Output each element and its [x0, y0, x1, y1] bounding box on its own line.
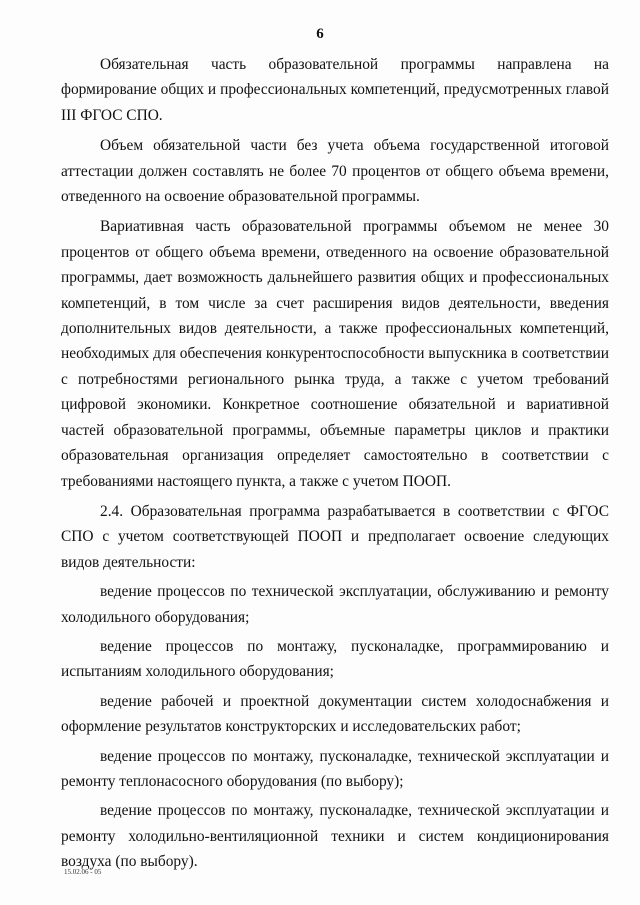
paragraph-variable-part: Вариативная часть образовательной программы объемом не менее 30 процентов от общего объема времени, отведенного на освоение образовательной программы, дает возможность дальнейшего развития общих и профессиональных компетенций, в том числе за счет расширения видов деятельности, введения дополнительных видов деятельности, а также профессиональных компетенций, необходимых для обеспечения конкурентоспособности выпускника в соответствии с потребностями регионального рынка труда, а также с учетом требований цифровой экономики. Конкретное соотношение обязательной и вариативной частей образовательной программы, объемные параметры циклов и практики образовательная организация определяет самостоятельно в соответствии с требованиями настоящего пункта, а также с учетом ПООП. — [61, 218, 609, 490]
paragraph-mandatory-part: Обязательная часть образовательной программы направлена на формирование общих и профессиональных компетенций, предусмотренных главой III ФГОС СПО. — [61, 56, 609, 124]
activity-item: ведение процессов по монтажу, пусконаладке, технической эксплуатации и ремонту теплонасосного оборудования (по выбору); — [61, 747, 609, 790]
page-number: 6 — [316, 26, 324, 42]
document-body — [61, 52, 609, 875]
activity-item: ведение рабочей и проектной документации систем холодоснабжения и оформление результатов конструкторских и исследовательских работ; — [61, 692, 609, 736]
footer-document-code: 15.02.06 - 05 — [64, 868, 102, 876]
activity-item: ведение процессов по технической эксплуатации, обслуживанию и ремонту холодильного оборудования; — [61, 583, 609, 626]
activity-item: ведение процессов по монтажу, пусконаладке, программированию и испытаниям холодильного оборудования; — [61, 637, 609, 681]
paragraph-section-2-4: 2.4. Образовательная программа разрабатывается в соответствии с ФГОС СПО с учетом соответствующей ПООП и предполагает освоение следующих видов деятельности: — [61, 502, 609, 571]
paragraph-mandatory-volume: Объем обязательной части без учета объема государственной итоговой аттестации должен составлять не более 70 процентов от общего объема времени, отведенного на освоение образовательной программы. — [61, 137, 609, 206]
activity-item: ведение процессов по монтажу, пусконаладке, технической эксплуатации и ремонту холодильно-вентиляционной техники и систем кондиционирования воздуха (по выбору). — [61, 802, 609, 871]
